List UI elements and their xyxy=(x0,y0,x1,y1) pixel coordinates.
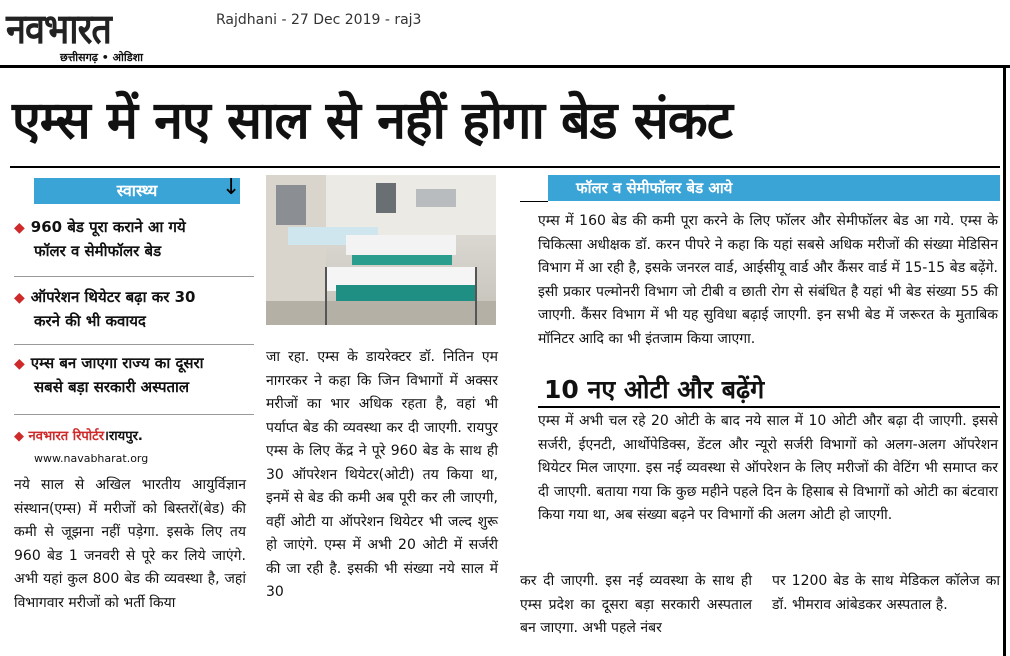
masthead-rule xyxy=(0,65,1010,68)
bullet-point xyxy=(14,286,254,333)
bullet-point xyxy=(14,216,254,263)
bullet-divider xyxy=(14,414,254,415)
section-rule xyxy=(520,175,548,202)
diamond-icon: ◆ xyxy=(14,356,25,372)
article-paragraph-2: एम्स में अभी चल रहे 20 ओटी के बाद नये साल में 10 ओटी और बढ़ा दी जाएगी. इससे सर्जरी, ईएनटी, आर्थोपेडिक्स, डेंटल और न्यूरो सर्जरी विभागों को अलग-अलग ऑपरेशन थियेटर मिल जाएगा. इस नई व्यवस्था से ऑपरेशन के लिए मरीजों की वेटिंग भी समाप्त कर दी जाएगी. बताया गया कि कुछ महीने पहले दिन के हिसाब से विभागों को ओटी का बंटवारा किया गया था, अब संख्या बढ़ने पर विभागों की अलग ओटी हो जाएगी. xyxy=(538,413,998,523)
bullet-line: फॉलर व सेमीफॉलर बेड xyxy=(34,242,162,260)
section-tag: स्वास्थ्य xyxy=(34,178,240,204)
website-url: www.navabharat.org xyxy=(34,452,149,465)
bullet-divider xyxy=(14,276,254,277)
reporter-credit xyxy=(14,426,143,444)
article-column-4: कर दी जाएगी. इस नई व्यवस्था के साथ ही एम्स प्रदेश का दूसरा बड़ा सरकारी अस्पताल बन जाएगा. अभी पहले नंबर xyxy=(520,573,752,636)
reporter-place: ।रायपुर. xyxy=(104,429,143,444)
headline-rule xyxy=(10,166,1000,168)
article-column-5: पर 1200 बेड के साथ मेडिकल कॉलेज का डॉ. भीमराव आंबेडकर अस्पताल है. xyxy=(772,573,1000,613)
hospital-ward-photo xyxy=(266,175,496,325)
bullet-line: 960 बेड पूरा कराने आ गये xyxy=(30,218,186,236)
newspaper-logo: नवभारत xyxy=(6,5,111,54)
article-column-1: नये साल से अखिल भारतीय आयुर्विज्ञान संस्थान(एम्स) में मरीजों को बिस्तरों(बेड) की कमी से जूझना नहीं पड़ेगा. इसके लिए तय 960 बेड 1 जनवरी से पूरे कर लिये जाएंगे. अभी यहां कुल 800 बेड की व्यवस्था है, जहां विभागवार मरीजों को भर्ती किया xyxy=(14,477,246,611)
hospital-beds-illustration xyxy=(266,175,496,325)
bullet-line: करने की भी कवायद xyxy=(34,312,146,330)
bullet-divider xyxy=(14,344,254,345)
article-column-2: जा रहा. एम्स के डायरेक्टर डॉ. नितिन एम नागरकर ने कहा कि जिन विभागों में अक्सर मरीजों का भार अधिक रहता है, वहां भी पर्याप्त बेड की व्यवस्था कर दी जाएगी. रायपुर एम्स के लिए केंद्र ने पूरे 960 बेड के साथ ही 30 ऑपरेशन थियेटर(ओटी) तय किया था, इनमें से बेड की कमी अब पूरी कर ली जाएगी, वहीं ओटी या ऑपरेशन थियेटर भी जल्द शुरू हो जाएंगे. एम्स में अभी 20 ओटी में सर्जरी की जा रही है. इसकी भी संख्या नये साल में 30 xyxy=(266,349,498,600)
diamond-icon: ◆ xyxy=(14,220,25,236)
subsection-tag: फॉलर व सेमीफॉलर बेड आये xyxy=(548,175,1000,201)
bullet-line: सबसे बड़ा सरकारी अस्पताल xyxy=(34,378,190,396)
subheading-rule xyxy=(538,406,1000,408)
diamond-icon: ◆ xyxy=(14,290,25,306)
bullet-point xyxy=(14,352,254,399)
article-paragraph-1: एम्स में 160 बेड की कमी पूरा करने के लिए फॉलर और सेमीफॉलर बेड आ गये. एम्स के चिकित्सा अधीक्षक डॉ. करन पीपरे ने कहा कि यहां सबसे अधिक मरीजों की संख्या मेडिसिन विभाग में आ रही है, इसके जनरल वार्ड, आईसीयू वार्ड और कैंसर वार्ड में 15-15 बेड बढ़ेंगे. इसी प्रकार पल्मोनरी विभाग जो टीबी व छाती रोग से संबंधित है यहां भी बेड संख्या 55 की जाएगी. कैंसर विभाग में भी यह सुविधा बढ़ाई जाएगी. इन सभी बेड में जरूरत के मुताबिक मॉनिटर आदि का भी इंतजाम किया जाएगा. xyxy=(538,213,998,347)
reporter-brand: नवभारत रिपोर्टर xyxy=(28,429,105,444)
page-edge-rule xyxy=(1003,65,1006,656)
subheading: 10 नए ओटी और बढ़ेंगे xyxy=(544,375,765,404)
page-headline: एम्स में नए साल से नहीं होगा बेड संकट xyxy=(12,91,732,151)
bullet-line: एम्स बन जाएगा राज्य का दूसरा xyxy=(30,354,204,372)
bullet-line: ऑपरेशन थियेटर बढ़ा कर 30 xyxy=(30,288,196,306)
down-arrow-icon: ↓ xyxy=(222,175,241,200)
edition-regions: छत्तीसगढ़ • ओडिशा xyxy=(60,51,143,64)
diamond-icon: ◆ xyxy=(14,429,24,444)
dateline: Rajdhani - 27 Dec 2019 - raj3 xyxy=(216,12,422,28)
